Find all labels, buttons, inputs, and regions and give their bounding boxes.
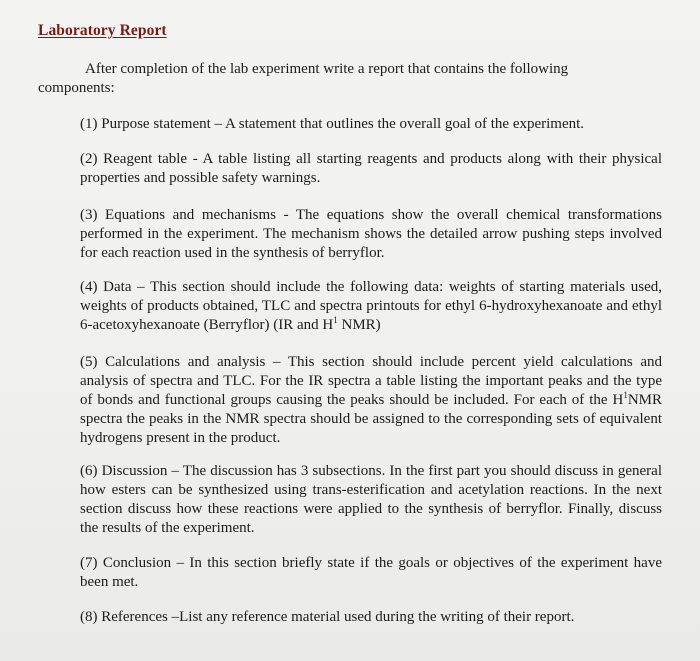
component-conclusion: (7) Conclusion – In this section briefly state if the goals or objectives of the experiment have been met. bbox=[80, 555, 662, 590]
component-discussion: (6) Discussion – The discussion has 3 subsections. In the first part you should discuss in general how esters can be synthesized using trans-esterification and acetylation reactions. In the next section discuss how these reactions were applied to the synthesis of berryflor. Finally, discuss the results of the experiment. bbox=[80, 463, 662, 536]
calc-superscript: 1 bbox=[623, 390, 628, 400]
intro-line-2: components: bbox=[38, 80, 115, 96]
component-purpose: (1) Purpose statement – A statement that outlines the overall goal of the experiment. bbox=[80, 116, 585, 132]
intro-paragraph bbox=[38, 60, 638, 98]
data-text-before: (4) Data – This section should include the following data: weights of starting materials used, weights of products obtained, TLC and spectra printouts for ethyl 6-hydroxyhexanoate and ethyl 6-acetoxyhexanoate (Berryflor) (IR and H bbox=[80, 279, 662, 333]
data-text-after: NMR) bbox=[337, 317, 381, 333]
component-reagent-table: (2) Reagent table - A table listing all starting reagents and products along with their physical properties and possible safety warnings. bbox=[80, 151, 662, 186]
component-calculations bbox=[80, 353, 662, 448]
component-equations: (3) Equations and mechanisms - The equations show the overall chemical transformations performed in the experiment. The mechanism shows the detailed arrow pushing steps involved for each reaction used in the synthesis of berryflor. bbox=[80, 207, 662, 261]
report-title: Laboratory Report bbox=[38, 22, 167, 39]
data-superscript: 1 bbox=[333, 315, 338, 325]
calc-text-before: (5) Calculations and analysis – This section should include percent yield calculations and analysis of spectra and TLC. For the IR spectra a table listing the important peaks and the type of bonds and functional groups causing the peaks should be included. For each of the H bbox=[80, 354, 662, 408]
component-references: (8) References –List any reference material used during the writing of their report. bbox=[80, 609, 575, 625]
calc-text-after: NMR spectra the peaks in the NMR spectra should be assigned to the corresponding sets of equivalent hydrogens present in the product. bbox=[80, 392, 662, 446]
component-data bbox=[80, 278, 662, 335]
intro-line-1: After completion of the lab experiment write a report that contains the following bbox=[85, 61, 569, 77]
